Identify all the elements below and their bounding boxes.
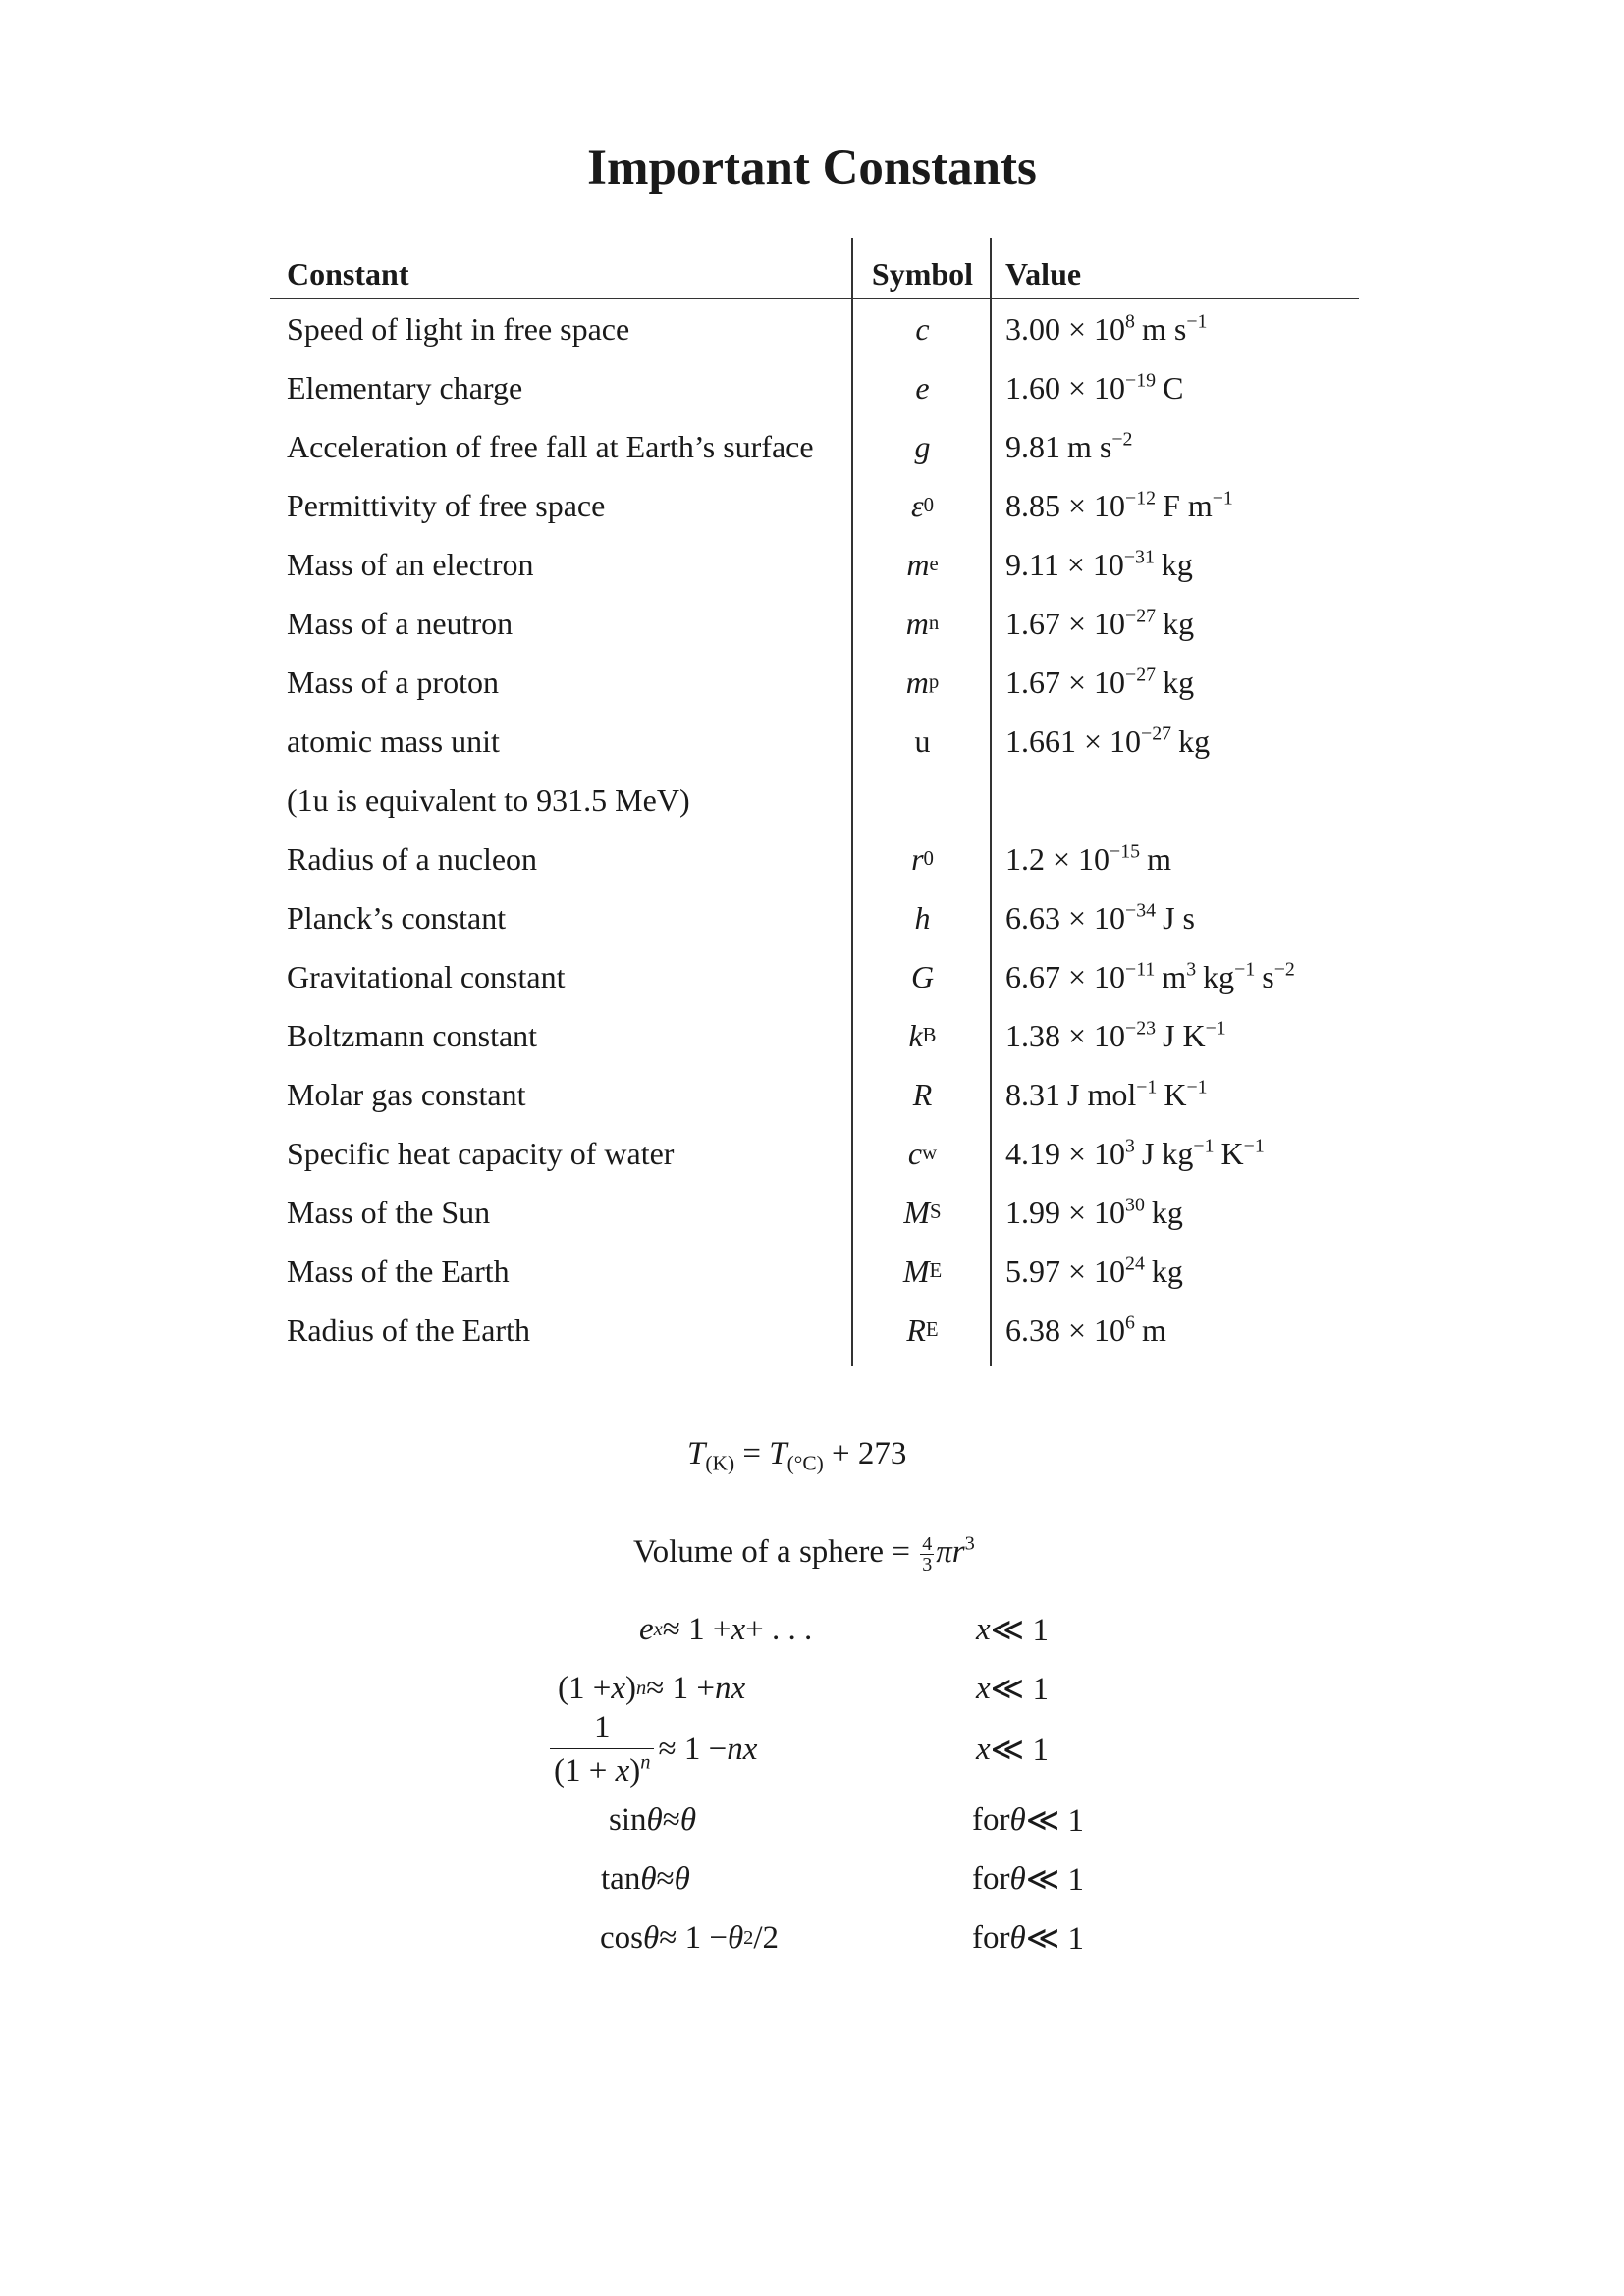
constant-symbol: c w	[907, 1135, 938, 1171]
table-row	[270, 476, 1359, 535]
constant-symbol: h	[914, 899, 931, 935]
approx-expression: $\frac{1}{(1 + x)^n}$ ≈ 1 − nx	[554, 1705, 757, 1793]
approx-condition: for θ ≪ 1	[972, 1801, 1084, 1839]
temperature-conversion-formula: $T_{(K)} = T_{(^\circ C)} + 273$	[687, 1436, 907, 1475]
constant-symbol: c	[915, 310, 930, 347]
constant-name: Elementary charge	[287, 369, 523, 405]
constant-symbol: M E	[902, 1253, 943, 1289]
constant-value: $9.11 \times 10^{-31}$ kg	[1005, 546, 1193, 582]
constant-value: $6.67 \times 10^{-11}$ $m^3$ $kg^{-1}$ $s^{-2}$	[1005, 958, 1295, 994]
constant-name: (1u is equivalent to 931.5 MeV)	[287, 781, 690, 818]
approx-expression: sin θ ≈ θ	[609, 1801, 697, 1838]
table-row	[270, 535, 1359, 594]
approximation-row	[0, 1710, 1624, 1789]
constant-name: atomic mass unit	[287, 722, 500, 759]
header-value: Value	[1005, 255, 1082, 292]
constant-value: $1.661 \times 10^{-27}$ kg	[1005, 722, 1211, 759]
header-symbol: Symbol	[871, 255, 974, 292]
table-row	[270, 1065, 1359, 1124]
fraction: $\frac{1}{(1 + x)^n}$	[554, 1710, 650, 1789]
constant-symbol: G	[910, 958, 935, 994]
approx-expression: tan θ ≈ θ	[601, 1860, 690, 1896]
page-title: Important Constants	[587, 140, 1037, 195]
table-row	[270, 1301, 1359, 1360]
constant-value: 9.81 m $s^{-2}$	[1005, 428, 1133, 464]
header-constant: Constant	[287, 255, 409, 292]
constant-symbol: M S	[903, 1194, 942, 1230]
approximation-row	[0, 1908, 1624, 1967]
constant-name: Boltzmann constant	[287, 1017, 538, 1053]
constant-value: $1.67 \times 10^{-27}$ kg	[1005, 664, 1195, 700]
approx-condition: x ≪ 1	[976, 1611, 1049, 1648]
sphere-volume-formula: Volume of a sphere = $\frac{4}{3}$ $\pi r^3$	[633, 1532, 975, 1575]
constant-symbol: u	[914, 722, 931, 759]
approximation-row	[0, 1600, 1624, 1659]
constant-name: Molar gas constant	[287, 1076, 526, 1112]
constant-symbol: m e	[906, 546, 939, 582]
table-row	[270, 417, 1359, 476]
table-row	[270, 947, 1359, 1006]
constant-name: Mass of the Earth	[287, 1253, 510, 1289]
constant-symbol: m p	[905, 664, 940, 700]
approx-expression: (1 + x ) n ≈ 1 + nx	[558, 1670, 746, 1706]
approx-condition: for θ ≪ 1	[972, 1860, 1084, 1897]
table-row	[270, 888, 1359, 947]
constant-symbol: m n	[905, 605, 940, 641]
table-row	[270, 1183, 1359, 1242]
table-row	[270, 1124, 1359, 1183]
constant-value: $5.97 \times 10^{24}$ kg	[1005, 1253, 1183, 1289]
constant-name: Speed of light in free space	[287, 310, 630, 347]
approximation-row	[0, 1659, 1624, 1718]
table-row	[270, 712, 1359, 771]
constant-name: Permittivity of free space	[287, 487, 606, 523]
constant-name: Acceleration of free fall at Earth’s surface	[287, 428, 814, 464]
table-header-row	[270, 238, 1359, 299]
constant-name: Mass of a proton	[287, 664, 499, 700]
constant-value: $1.99 \times 10^{30}$ kg	[1005, 1194, 1183, 1230]
table-row	[270, 594, 1359, 653]
approx-condition: for θ ≪ 1	[972, 1919, 1084, 1956]
approx-expression: e x ≈ 1 + x + . . .	[639, 1611, 813, 1647]
constants-table	[270, 238, 1359, 1360]
constant-value: $4.19 \times 10^3$ J $kg^{-1}$ $K^{-1}$	[1005, 1135, 1265, 1171]
constant-name: Mass of the Sun	[287, 1194, 491, 1230]
constant-name: Radius of a nucleon	[287, 840, 538, 877]
constant-symbol: e	[915, 369, 930, 405]
approx-condition: x ≪ 1	[976, 1731, 1049, 1768]
constant-name: Mass of a neutron	[287, 605, 514, 641]
constant-value: $1.67 \times 10^{-27}$ kg	[1005, 605, 1195, 641]
constant-name: Planck’s constant	[287, 899, 507, 935]
constant-value	[1005, 771, 1359, 829]
constant-value: $6.38 \times 10^6$ m	[1005, 1311, 1166, 1348]
approximation-row	[0, 1849, 1624, 1908]
constant-value: 8.31 J mol$^{-1}$ $K^{-1}$	[1005, 1076, 1208, 1112]
constant-value: $1.60 \times 10^{-19}$ C	[1005, 369, 1184, 405]
table-body	[270, 299, 1359, 1360]
approximation-row	[0, 1790, 1624, 1849]
approx-condition: x ≪ 1	[976, 1670, 1049, 1707]
table-row	[270, 653, 1359, 712]
constant-symbol: R	[912, 1076, 933, 1112]
table-row	[270, 299, 1359, 358]
constant-symbol: r 0	[911, 840, 934, 877]
constant-symbol: g	[914, 428, 931, 464]
approx-expression: cos θ ≈ 1 − θ 2 /2	[600, 1919, 780, 1955]
table-row	[270, 829, 1359, 888]
constant-name: Radius of the Earth	[287, 1311, 530, 1348]
constant-value: $6.63 \times 10^{-34}$ J s	[1005, 899, 1195, 935]
constant-symbol: ε 0	[910, 487, 934, 523]
table-row	[270, 1006, 1359, 1065]
constant-symbol: k B	[908, 1017, 937, 1053]
constant-value: $1.2 \times 10^{-15}$ m	[1005, 840, 1171, 877]
table-row	[270, 771, 1359, 829]
constant-symbol: R E	[906, 1311, 939, 1348]
constant-name: Mass of an electron	[287, 546, 534, 582]
constant-value: $1.38 \times 10^{-23}$ J $K^{-1}$	[1005, 1017, 1226, 1053]
constant-name: Specific heat capacity of water	[287, 1135, 675, 1171]
constant-value: $3.00 \times 10^8$ m $s^{-1}$	[1005, 310, 1208, 347]
fraction-four-thirds: $\frac{4}{3}$	[922, 1533, 933, 1575]
table-row	[270, 358, 1359, 417]
table-row	[270, 1242, 1359, 1301]
constant-value: $8.85 \times 10^{-12}$ F $m^{-1}$	[1005, 487, 1233, 523]
constant-symbol	[853, 771, 992, 829]
constant-name: Gravitational constant	[287, 958, 566, 994]
